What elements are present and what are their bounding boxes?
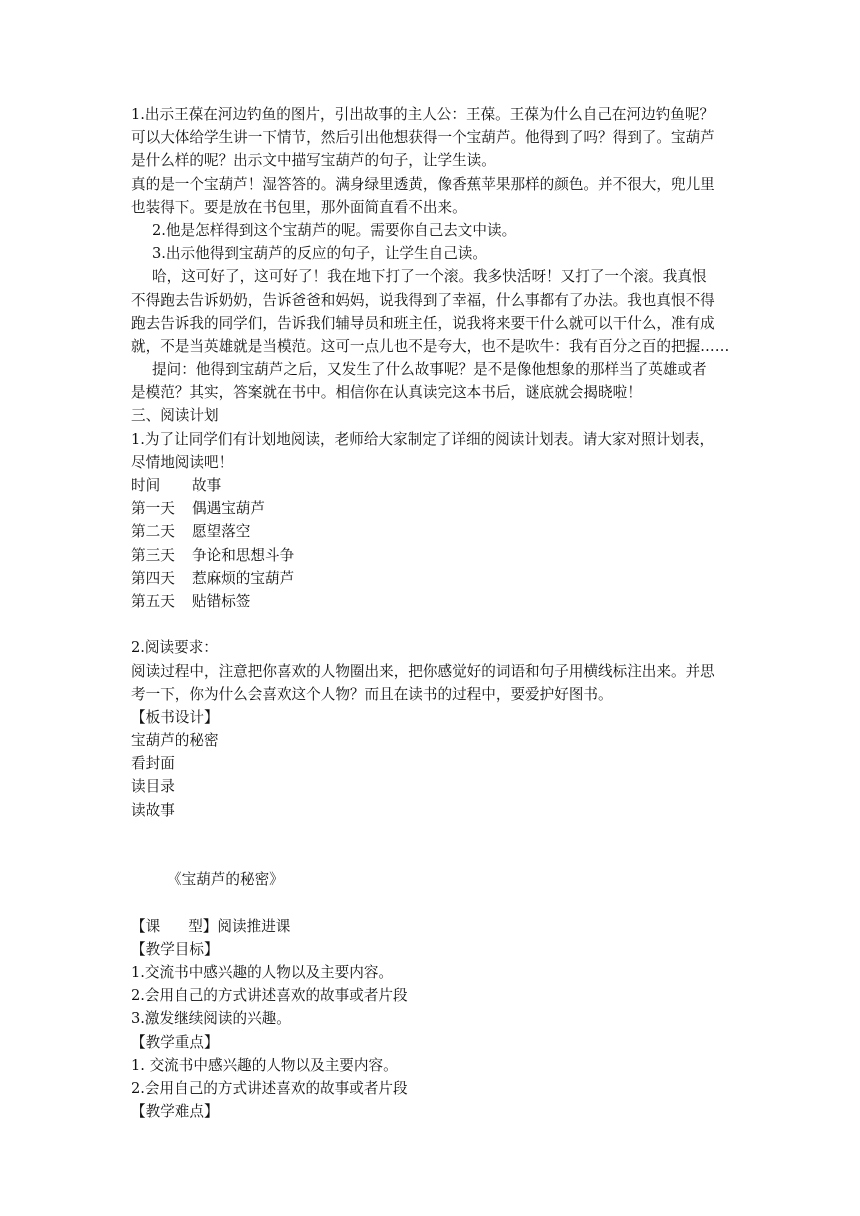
row-story: 贴错标签 [192, 592, 251, 610]
lesson-type-label-b: 型】 [188, 917, 218, 935]
goal-item: 2.会用自己的方式讲述喜欢的故事或者片段 [131, 987, 408, 1005]
board-item: 宝葫芦的秘密 [131, 732, 219, 750]
plan-table-row [131, 544, 731, 567]
plan-table-row [131, 590, 731, 613]
plan-table-header [131, 474, 731, 497]
header-story: 故事 [192, 477, 222, 494]
goal-item: 1.交流书中感兴趣的人物以及主要内容。 [131, 963, 394, 981]
quote-line: 就，不是当英雄就是当模范。这可一点儿也不是夸大，也不是吹牛：我有百分之百的把握…… [131, 337, 730, 355]
lesson-type-label-a: 【课 [131, 917, 161, 935]
blank-line [131, 613, 731, 636]
board-item: 读目录 [131, 778, 175, 796]
board-item: 看封面 [131, 755, 175, 773]
row-day: 第四天 [131, 569, 175, 587]
requirements-heading: 2.阅读要求： [131, 639, 218, 657]
plan-table-row [131, 567, 731, 590]
plan-intro-line: 尽情地阅读吧！ [131, 453, 234, 471]
row-story: 愿望落空 [192, 523, 251, 541]
lesson-title: 《宝葫芦的秘密》 [167, 871, 284, 889]
board-item: 读故事 [131, 801, 175, 819]
row-day: 第三天 [131, 546, 175, 564]
focus-item: 1. 交流书中感兴趣的人物以及主要内容。 [131, 1056, 398, 1074]
lesson-type-value: 阅读推进课 [217, 917, 291, 935]
row-story: 惹麻烦的宝葫芦 [192, 569, 295, 587]
row-story: 争论和思想斗争 [192, 546, 295, 564]
blank-line [131, 891, 731, 914]
row-story: 偶遇宝葫芦 [192, 500, 265, 518]
blank-line [131, 822, 731, 868]
paragraph-line: 1.出示王葆在河边钓鱼的图片，引出故事的主人公：王葆。王葆为什么自己在河边钓鱼呢？ [131, 106, 715, 123]
step-3: 3.出示他得到宝葫芦的反应的句子，让学生自己读。 [152, 245, 487, 263]
goal-item: 3.激发继续阅读的兴趣。 [131, 1010, 291, 1028]
quote-line: 跑去告诉我的同学们，告诉我们辅导员和班主任，说我将来要干什么就可以干什么，准有成 [131, 314, 715, 332]
paragraph-line: 也装得下。要是放在书包里，那外面简直看不出来。 [131, 198, 467, 216]
paragraph-line: 可以大体给学生讲一下情节，然后引出他想获得一个宝葫芦。他得到了吗？得到了。宝葫芦 [131, 129, 715, 147]
document-body [131, 103, 731, 1123]
step-2: 2.他是怎样得到这个宝葫芦的呢。需要你自己去文中读。 [152, 221, 517, 239]
plan-table-row [131, 497, 731, 520]
section-heading: 三、阅读计划 [131, 407, 219, 425]
quote-line: 不得跑去告诉奶奶，告诉爸爸和妈妈，说我得到了幸福，什么事都有了办法。我也真恨不得 [131, 291, 715, 309]
lesson-type [131, 915, 731, 938]
requirements-line: 考一下，你为什么会喜欢这个人物？而且在读书的过程中，要爱护好图书。 [131, 685, 613, 703]
header-time: 时间 [131, 477, 161, 494]
question-line: 提问：他得到宝葫芦之后，又发生了什么故事呢？是不是像他想象的那样当了英雄或者 [152, 361, 707, 379]
quote-line: 哈，这可好了，这可好了！我在地下打了一个滚。我多快活呀！又打了一个滚。我真恨 [152, 268, 707, 286]
row-day: 第五天 [131, 592, 175, 610]
difficulty-heading: 【教学难点】 [131, 1103, 219, 1121]
plan-table-row [131, 520, 731, 543]
row-day: 第二天 [131, 523, 175, 541]
focus-item: 2.会用自己的方式讲述喜欢的故事或者片段 [131, 1079, 408, 1097]
question-line: 是模范？其实，答案就在书中。相信你在认真读完这本书后，谜底就会揭晓啦！ [131, 384, 642, 402]
requirements-line: 阅读过程中，注意把你喜欢的人物圈出来，把你感觉好的词语和句子用横线标注出来。并思 [131, 662, 715, 680]
board-heading: 【板书设计】 [131, 708, 219, 726]
row-day: 第一天 [131, 500, 175, 518]
plan-intro-line: 1.为了让同学们有计划地阅读，老师给大家制定了详细的阅读计划表。请大家对照计划表， [131, 430, 715, 448]
paragraph-line: 真的是一个宝葫芦！湿答答的。满身绿里透黄，像香蕉苹果那样的颜色。并不很大，兜儿里 [131, 175, 715, 193]
paragraph-line: 是什么样的呢？出示文中描写宝葫芦的句子，让学生读。 [131, 152, 496, 170]
focus-heading: 【教学重点】 [131, 1033, 219, 1051]
goals-heading: 【教学目标】 [131, 940, 219, 958]
